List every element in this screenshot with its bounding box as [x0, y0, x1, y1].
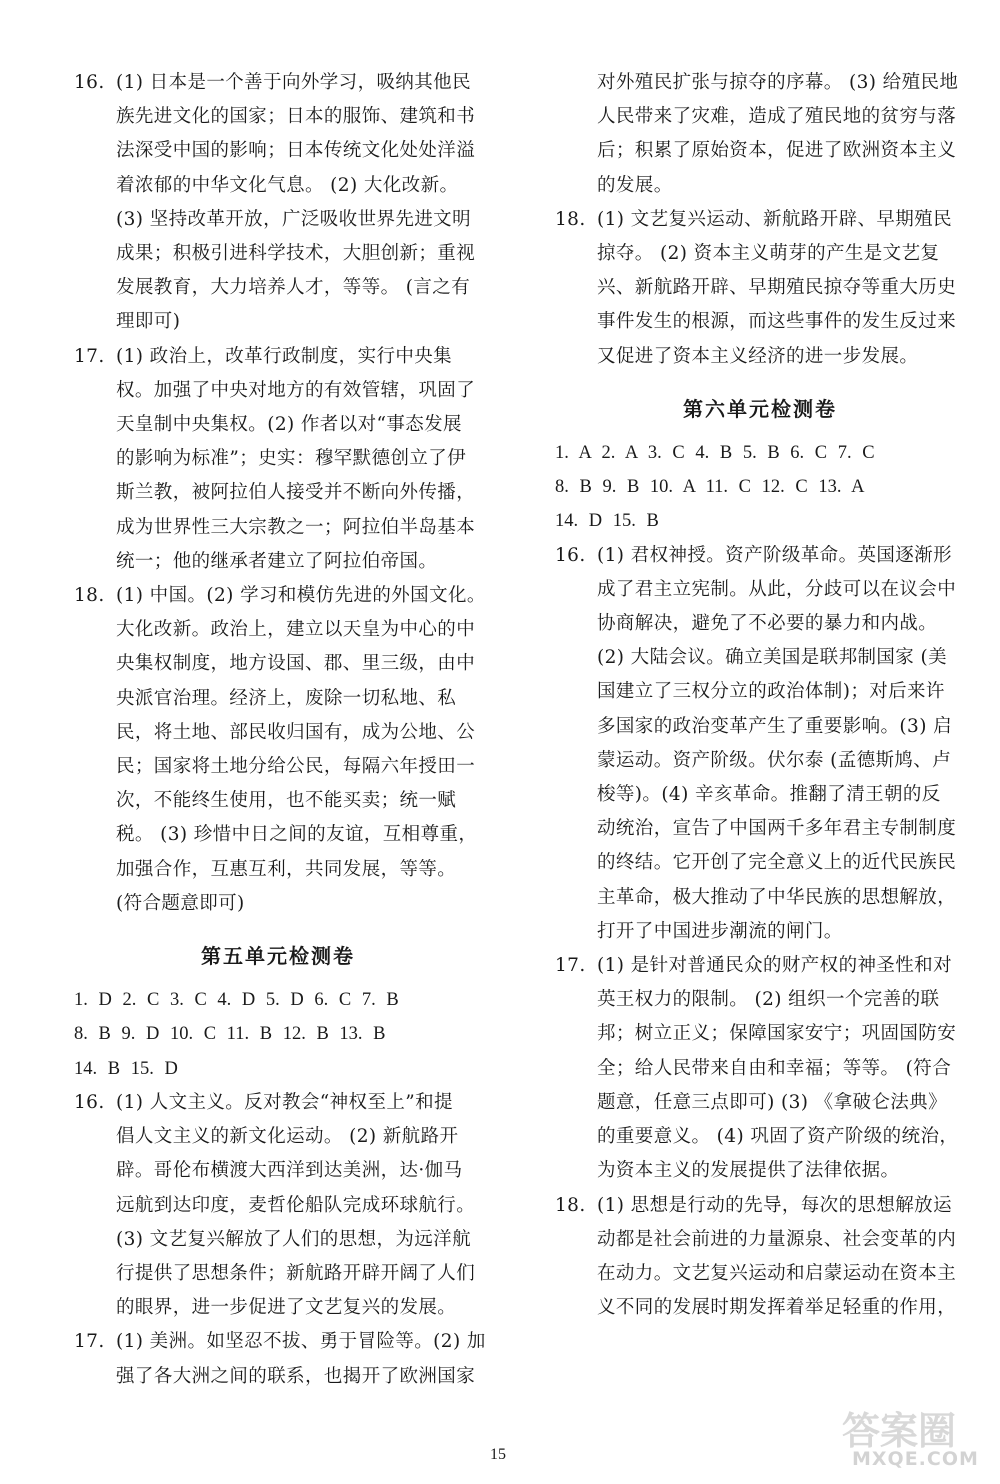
- answer-line: 税。 (3) 珍惜中日之间的友谊，互相尊重，: [116, 824, 478, 846]
- answer-line: 民，将土地、部民收归国有，成为公地、公: [116, 721, 476, 743]
- mc-answer-line: 1. D 2. C 3. C 4. D 5. D 6. C 7. B: [74, 990, 399, 1011]
- watermark-logo: [832, 1398, 982, 1476]
- answer-item: [555, 1189, 965, 1326]
- answer-number: 18.: [555, 208, 586, 230]
- answer-item: [74, 579, 486, 921]
- answer-line: 强了各大洲之间的联系，也揭开了欧洲国家: [116, 1365, 476, 1387]
- answer-item: [74, 1086, 482, 1325]
- answer-line: (3) 文艺复兴解放了人们的思想，为远洋航: [116, 1228, 471, 1250]
- right-answers-block-1: [555, 203, 965, 374]
- answer-item: [555, 203, 965, 374]
- answer-line: 打开了中国进步潮流的闸门。: [597, 920, 843, 942]
- answer-number: 18.: [74, 585, 105, 607]
- answer-number: 16.: [74, 1091, 105, 1113]
- answer-line: 事件发生的根源，而这些事件的发生反过来: [597, 311, 957, 333]
- answer-line: (1) 思想是行动的先导，每次的思想解放运: [597, 1194, 952, 1216]
- answer-number: 18.: [555, 1194, 586, 1216]
- answer-line: (符合题意即可): [116, 892, 245, 914]
- answer-line: 又促进了资本主义经济的进一步发展。: [597, 345, 919, 367]
- answer-line: 权。加强了中央对地方的有效管辖，巩固了: [116, 379, 476, 401]
- answer-line: 兴、新航路开辟、早期殖民掠夺等重大历史: [597, 277, 957, 299]
- answer-line: (1) 政治上，改革行政制度，实行中央集: [116, 345, 453, 367]
- answer-line: 央集权制度，地方设国、郡、里三级，由中: [116, 653, 476, 675]
- left-answers-block-1: [74, 66, 486, 921]
- answer-line: 主革命，极大推动了中华民族的思想解放，: [597, 886, 957, 908]
- watermark-logo-mark: 答案圈: [842, 1409, 957, 1453]
- mc-answer-line: 1. A 2. A 3. C 4. B 5. B 6. C 7. C: [555, 443, 875, 464]
- continued-answer: [555, 66, 965, 203]
- answer-line: 辟。哥伦布横渡大西洋到达美洲，达·伽马: [116, 1160, 463, 1182]
- answer-line: 成为世界性三大宗教之一；阿拉伯半岛基本: [116, 516, 476, 538]
- answer-line: (1) 文艺复兴运动、新航路开辟、早期殖民: [597, 208, 952, 230]
- answer-line: 天皇制中央集权。(2) 作者以对“事态发展: [116, 414, 462, 436]
- answer-line: 协商解决，避免了不必要的暴力和内战。: [597, 613, 938, 635]
- answer-number: 17.: [555, 955, 586, 977]
- left-answers-block-2: [74, 1086, 486, 1394]
- answer-line: (1) 日本是一个善于向外学习，吸纳其他民: [116, 72, 471, 93]
- left-column: [74, 66, 486, 1394]
- right-column: [555, 66, 965, 1325]
- answer-line: 全；给人民带来自由和幸福；等等。 (符合: [597, 1057, 952, 1079]
- answer-line: 统一；他的继承者建立了阿拉伯帝国。: [116, 550, 438, 572]
- answer-number: 16.: [74, 72, 105, 93]
- answer-line: 的影响为标准”；史实：穆罕默德创立了伊: [116, 448, 467, 470]
- answer-line: (1) 君权神授。资产阶级革命。英国逐渐形: [597, 544, 952, 566]
- answer-line: 理即可): [116, 311, 181, 333]
- answer-line: (1) 中国。(2) 学习和模仿先进的外国文化。: [116, 585, 486, 607]
- answer-line: 倡人文主义的新文化运动。 (2) 新航路开: [116, 1126, 459, 1148]
- answer-line: 在动力。文艺复兴运动和启蒙运动在资本主: [597, 1262, 957, 1284]
- answer-line: 的发展。: [597, 174, 673, 196]
- unit5-multiple-choice: [74, 983, 482, 1086]
- right-answers-block-2: [555, 539, 965, 1326]
- answer-line: 的眼界，进一步促进了文艺复兴的发展。: [116, 1297, 457, 1319]
- answer-line: 梭等)。(4) 辛亥革命。推翻了清王朝的反: [597, 784, 941, 806]
- answer-line: 的终结。它开创了完全意义上的近代民族民: [597, 852, 957, 874]
- watermark-url: MXQE.COM: [852, 1448, 979, 1470]
- answer-line: 次，不能终生使用，也不能买卖；统一赋: [116, 790, 457, 812]
- answer-line: 行提供了思想条件；新航路开辟开阔了人们: [116, 1262, 476, 1284]
- answer-line: 对外殖民扩张与掠夺的序幕。 (3) 给殖民地: [597, 72, 959, 93]
- answer-line: 成果；积极引进科学技术，大胆创新；重视: [116, 243, 476, 265]
- answer-line: 着浓郁的中华文化气息。 (2) 大化改新。: [116, 174, 459, 196]
- answer-line: 邦；树立正义；保障国家安宁；巩固国防安: [597, 1023, 957, 1045]
- answer-line: 法深受中国的影响；日本传统文化处处洋溢: [116, 140, 476, 162]
- answer-line: (1) 美洲。如坚忍不拔、勇于冒险等。(2) 加: [116, 1331, 486, 1353]
- answer-item: [74, 1325, 486, 1393]
- mc-answer-line: 8. B 9. B 10. A 11. C 12. C 13. A: [555, 477, 865, 498]
- answer-line: 远航到达印度，麦哲伦船队完成环球航行。: [116, 1194, 476, 1216]
- answer-line: 成了君主立宪制。从此，分歧可以在议会中: [597, 578, 957, 600]
- answer-line: 人民带来了灾难，造成了殖民地的贫穷与落: [597, 106, 957, 128]
- answer-line: 掠夺。 (2) 资本主义萌芽的产生是文艺复: [597, 243, 940, 265]
- answer-item: [74, 340, 482, 579]
- unit6-multiple-choice: [555, 436, 965, 539]
- answer-line: 大化改新。政治上，建立以天皇为中心的中: [116, 619, 476, 641]
- page-number: 15: [490, 1446, 506, 1463]
- answer-line: 多国家的政治变革产生了重要影响。(3) 启: [597, 715, 952, 737]
- mc-answer-line: 14. D 15. B: [555, 511, 659, 532]
- answer-line: 题意，任意三点即可) (3) 《拿破仑法典》: [597, 1091, 947, 1113]
- answer-number: 17.: [74, 345, 105, 367]
- answer-line: 动统治，宣告了中国两千多年君主专制制度: [597, 818, 957, 840]
- answer-line: 蒙运动。资产阶级。伏尔泰 (孟德斯鸠、卢: [597, 749, 952, 771]
- mc-answer-line: 14. B 15. D: [74, 1058, 178, 1079]
- answer-line: (1) 人文主义。反对教会“神权至上”和提: [116, 1091, 453, 1113]
- answer-line: 斯兰教，被阿拉伯人接受并不断向外传播，: [116, 482, 476, 504]
- answer-line: 义不同的发展时期发挥着举足轻重的作用，: [597, 1297, 957, 1319]
- answer-line: 的重要意义。 (4) 巩固了资产阶级的统治，: [597, 1126, 959, 1148]
- answer-number: 17.: [74, 1331, 105, 1353]
- unit6-heading: 第六单元检测卷: [683, 396, 837, 421]
- unit5-heading: 第五单元检测卷: [201, 944, 355, 969]
- answer-line: 英王权力的限制。 (2) 组织一个完善的联: [597, 989, 940, 1011]
- answer-item: [555, 949, 965, 1188]
- answer-line: (1) 是针对普通民众的财产权的神圣性和对: [597, 955, 952, 977]
- answer-line: 国建立了三权分立的政治体制)；对后来许: [597, 681, 945, 703]
- answer-line: 后；积累了原始资本，促进了欧洲资本主义: [597, 140, 957, 162]
- answer-number: 16.: [555, 544, 586, 566]
- answer-line: 央派官治理。经济上，废除一切私地、私: [116, 687, 457, 709]
- answer-line: 族先进文化的国家；日本的服饰、建筑和书: [116, 106, 476, 128]
- answer-line: (3) 坚持改革开放，广泛吸收世界先进文明: [116, 208, 471, 230]
- answer-item: [555, 539, 965, 949]
- answer-line: 民；国家将土地分给公民，每隔六年授田一: [116, 756, 476, 778]
- answer-line: 动都是社会前进的力量源泉、社会变革的内: [597, 1228, 957, 1250]
- answer-line: (2) 大陆会议。确立美国是联邦制国家 (美: [597, 647, 947, 669]
- mc-answer-line: 8. B 9. D 10. C 11. B 12. B 13. B: [74, 1024, 386, 1045]
- answer-item: [74, 66, 482, 340]
- answer-line: 加强合作，互惠互利，共同发展，等等。: [116, 858, 457, 880]
- answer-line: 为资本主义的发展提供了法律依据。: [597, 1160, 900, 1182]
- answer-line: 发展教育，大力培养人才，等等。 (言之有: [116, 277, 471, 299]
